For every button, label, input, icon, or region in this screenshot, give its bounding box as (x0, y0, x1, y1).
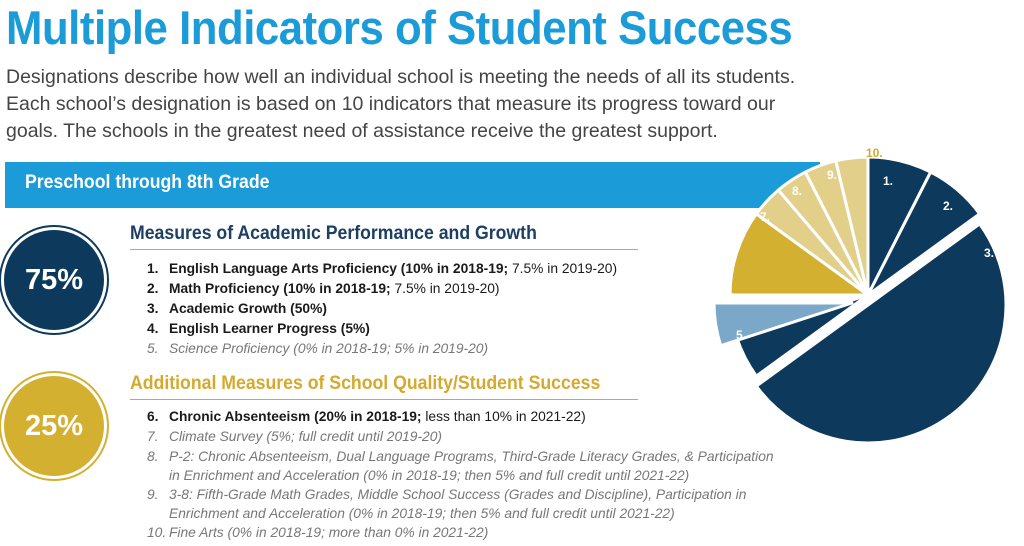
list-item (147, 523, 774, 543)
pie-slice-label-5: 5. (736, 328, 747, 342)
item-detail: less than 10% in 2021-22) (421, 409, 586, 424)
quality-weight-badge: 25% (4, 376, 104, 476)
indicator-weight-pie-chart (700, 145, 1024, 445)
item-number: 5. (147, 341, 159, 356)
list-item (147, 339, 617, 359)
quality-indicator-list (147, 407, 774, 543)
section-title-academic: Measures of Academic Performance and Growth (130, 223, 537, 244)
item-number: 9. (147, 487, 159, 502)
item-number: 2. (147, 281, 159, 296)
grade-band-banner (5, 162, 820, 208)
list-item (147, 407, 774, 427)
item-line: in Enrichment and Acceleration (0% in 2018-19; then 5% and full credit until 2021-22) (169, 468, 690, 483)
item-detail: (10% in 2018-19; (279, 281, 391, 296)
divider (130, 399, 638, 400)
page-title: Multiple Indicators of Student Success (6, 1, 793, 54)
item-number: 4. (147, 321, 159, 336)
item-number: 1. (147, 261, 159, 276)
list-item (147, 299, 617, 319)
item-number: 8. (147, 449, 159, 464)
pie-slice-label-7: 7. (760, 210, 771, 224)
item-label: Math Proficiency (169, 281, 280, 296)
pie-slice-label-3: 3. (984, 246, 995, 260)
pie-slice-label-4: 4. (747, 370, 758, 384)
intro-line: goals. The schools in the greatest need of assistance receive the greatest support. (6, 120, 718, 142)
list-item (147, 447, 774, 485)
item-detail: (50%) (286, 301, 327, 316)
item-line: P-2: Chronic Absenteeism, Dual Language Programs, Third-Grade Literacy Grades, & Participation (169, 449, 774, 464)
pie-slice-label-6: 6. (724, 284, 735, 298)
divider (130, 249, 638, 250)
grade-band-label: Preschool through 8th Grade (25, 172, 270, 193)
item-detail: (0% in 2018-19; more than 0% in 2021-22) (223, 525, 489, 540)
pie-slice-label-1: 1. (883, 174, 894, 188)
academic-weight-badge: 75% (4, 230, 104, 330)
item-label: Chronic Absenteeism (169, 409, 311, 424)
intro-line: Designations describe how well an individual school is meeting the needs of all its students. (6, 66, 796, 88)
section-title-quality: Additional Measures of School Quality/Student Success (130, 373, 601, 394)
item-detail: (5%; full credit until 2019-20) (262, 429, 442, 444)
list-item (147, 259, 617, 279)
intro-paragraph (6, 64, 886, 145)
item-line: Enrichment and Acceleration (0% in 2018-19; then 5% and full credit until 2021-22) (169, 506, 675, 521)
item-label: English Language Arts Proficiency (169, 261, 397, 276)
item-number: 6. (147, 409, 159, 424)
intro-line: Each school’s designation is based on 10 indicators that measure its progress toward our (6, 93, 776, 115)
list-item (147, 427, 774, 447)
item-detail: (20% in 2018-19; (310, 409, 422, 424)
item-detail: 7.5% in 2019-20) (390, 281, 500, 296)
academic-indicator-list (147, 259, 617, 359)
list-item (147, 319, 617, 339)
item-detail: 7.5% in 2019-20) (508, 261, 618, 276)
item-label: Science Proficiency (169, 341, 290, 356)
list-item (147, 485, 774, 523)
item-detail: (0% in 2018-19; 5% in 2019-20) (289, 341, 489, 356)
item-detail: (5%) (336, 321, 370, 336)
item-line: 3-8: Fifth-Grade Math Grades, Middle School Success (Grades and Discipline), Participation in (169, 487, 747, 502)
list-item (147, 279, 617, 299)
item-label: Climate Survey (169, 429, 263, 444)
item-detail: (10% in 2018-19; (396, 261, 509, 276)
pie-slice-label-2: 2. (943, 199, 954, 213)
item-number: 7. (147, 429, 159, 444)
item-label: Academic Growth (169, 301, 287, 316)
item-label: English Learner Progress (169, 321, 337, 336)
item-number: 3. (147, 301, 159, 316)
pie-slice-label-9: 9. (827, 168, 838, 182)
pie-slice-label-8: 8. (792, 184, 803, 198)
item-label: Fine Arts (169, 525, 224, 540)
pie-slice-label-10: 10. (866, 146, 883, 160)
item-number: 10. (147, 525, 167, 540)
